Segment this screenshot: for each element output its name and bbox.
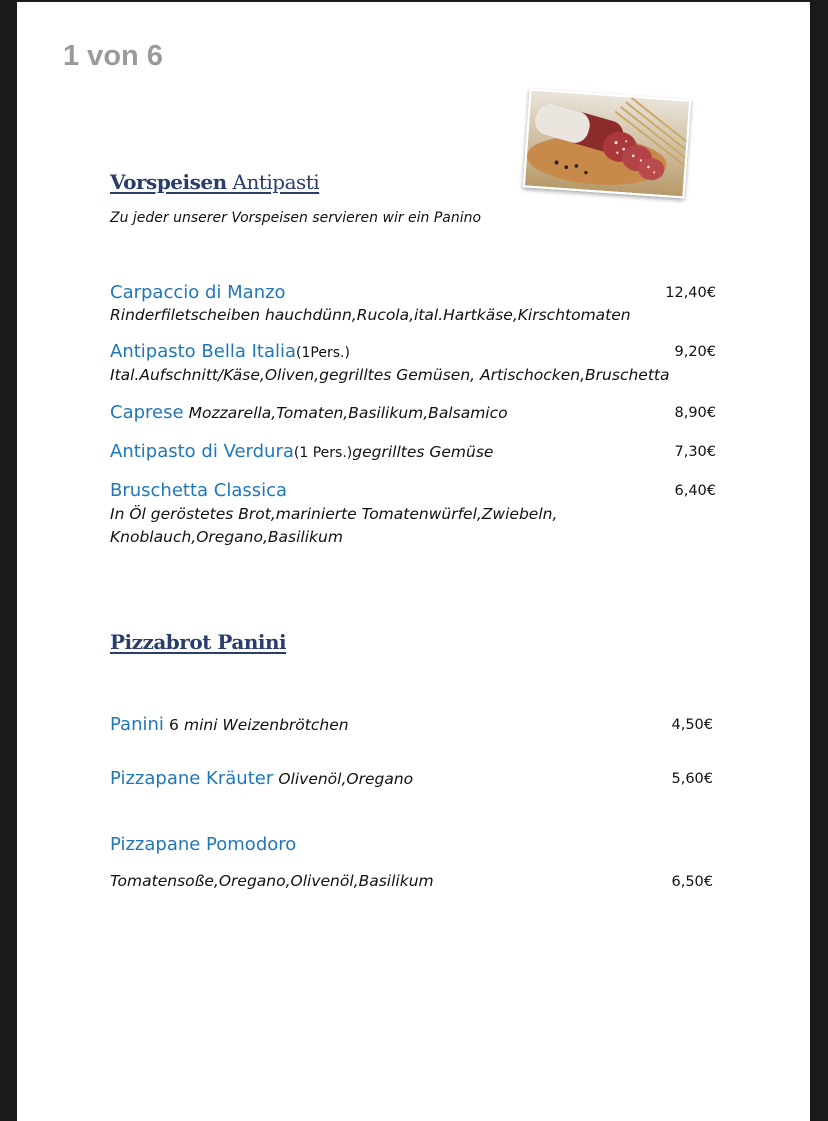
menu-item-pizzapane-pomodoro [110,834,296,855]
item-inline-description: mini Weizenbrötchen [183,716,349,734]
salami-photo [523,88,692,198]
item-price: 7,30€ [674,444,716,460]
item-description: Rinderfiletscheiben hauchdünn,Rucola,ital.Hartkäse,Kirschtomaten [110,306,631,324]
item-price: 12,40€ [665,285,716,301]
item-price: 6,50€ [671,874,713,890]
item-name: Panini [110,714,164,735]
menu-item-bruschetta-classica [110,480,287,501]
item-description: Ital.Aufschnitt/Käse,Oliven,gegrilltes Gemüsen, Artischocken,Bruschetta [110,366,670,384]
item-price: 5,60€ [671,771,713,787]
menu-item-panini [110,714,349,735]
item-name: Antipasto Bella Italia [110,341,297,362]
menu-page [17,2,810,1121]
item-price: 4,50€ [671,717,713,733]
item-name: Pizzapane Kräuter [110,768,274,789]
section-title-pizzabrot: Pizzabrot Panini [110,630,287,654]
item-price: 9,20€ [674,344,716,360]
item-name: Pizzapane Pomodoro [110,834,297,855]
section-title-part2: Antipasti [232,170,320,194]
menu-item-pizzapane-kraeuter [110,768,413,789]
menu-item-carpaccio [110,282,286,303]
item-name: Bruschetta Classica [110,480,288,501]
menu-item-caprese [110,402,508,423]
item-name: Antipasto di Verdura [110,441,294,462]
menu-item-antipasto-di-verdura [110,441,493,462]
item-qualifier: (1Pers.) [296,345,350,361]
item-description-line1: In Öl geröstetes Brot,marinierte Tomatenwürfel,Zwiebeln, [110,505,558,523]
item-qualifier: (1 Pers.) [293,445,353,461]
item-inline-description: gegrilltes Gemüse [352,443,494,461]
page-indicator: 1 von 6 [63,40,163,72]
section-title-part1: Vorspeisen [110,170,227,194]
item-price: 6,40€ [674,483,716,499]
section-title-vorspeisen [110,170,319,194]
item-description-line2: Knoblauch,Oregano,Basilikum [110,528,343,546]
item-price: 8,90€ [674,405,716,421]
item-name: Caprese [110,402,184,423]
item-inline-description: Mozzarella,Tomaten,Basilikum,Balsamico [188,404,508,422]
menu-item-antipasto-bella-italia [110,341,350,362]
item-qualifier: 6 [169,716,179,734]
item-name: Carpaccio di Manzo [110,282,286,303]
item-description: Tomatensoße,Oregano,Olivenöl,Basilikum [110,872,434,890]
item-inline-description: Olivenöl,Oregano [278,770,414,788]
section-subtitle: Zu jeder unserer Vorspeisen servieren wir ein Panino [110,210,482,226]
